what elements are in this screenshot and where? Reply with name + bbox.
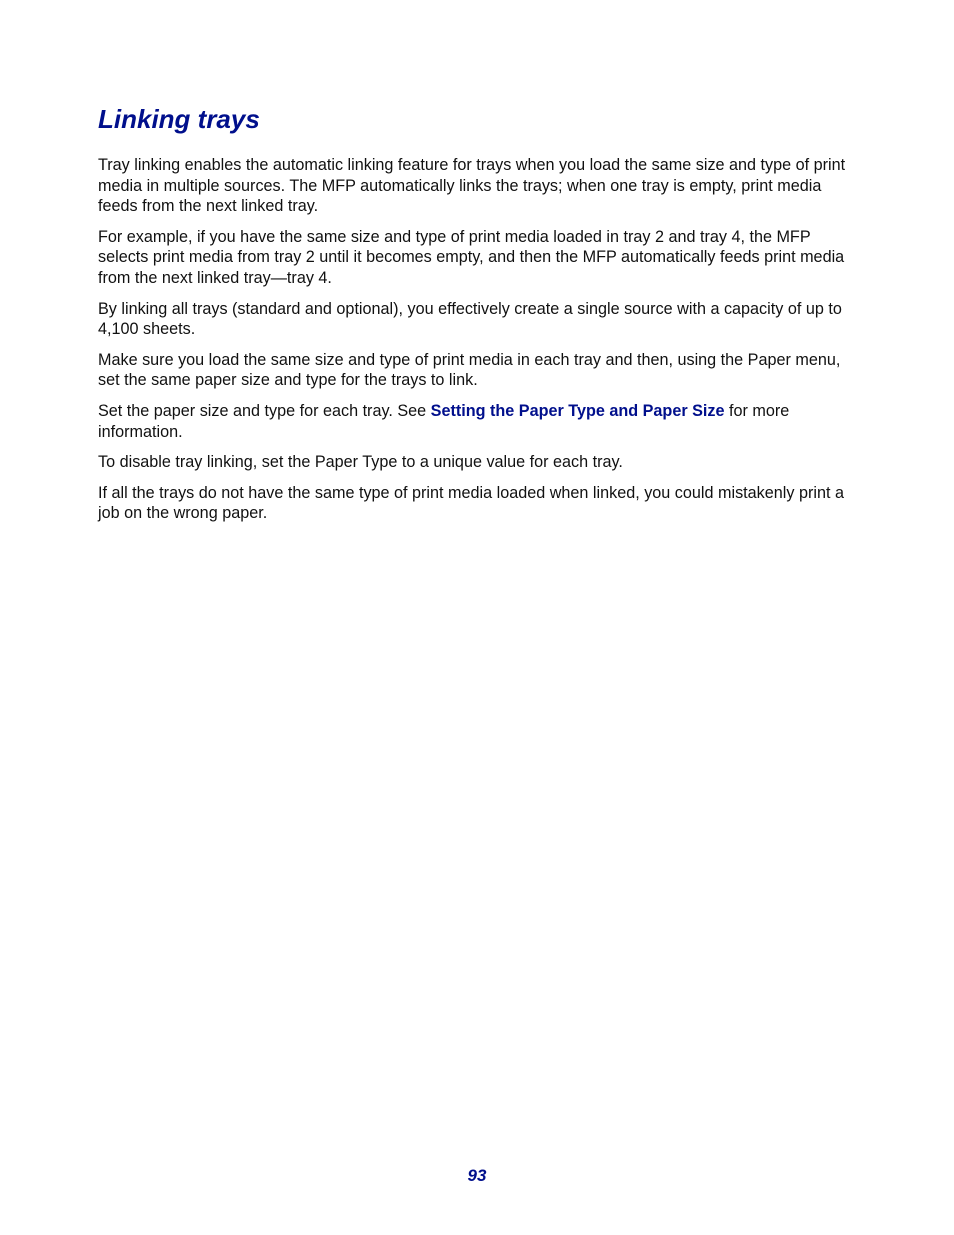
page-title: Linking trays	[98, 104, 260, 134]
paragraph-capacity: By linking all trays (standard and optional), you effectively create a single source with a capacity of up to 4,100 sheets.	[98, 299, 842, 339]
page-number: 93	[467, 1166, 487, 1185]
paragraph-paper-menu: Make sure you load the same size and type of print media in each tray and then, using the Paper menu, set the same paper size and type for the trays to link.	[98, 350, 841, 390]
body-content	[98, 155, 858, 534]
paragraph-disable-linking: To disable tray linking, set the Paper Type to a unique value for each tray.	[98, 453, 623, 472]
paragraph-example: For example, if you have the same size and type of print media loaded in tray 2 and tray 4, the MFP selects print media from tray 2 until it becomes empty, and then the MFP automatically feeds print media from the next linked tray—tray 4.	[98, 227, 845, 287]
paragraph-see-reference	[98, 401, 858, 442]
see-text-after: for more information.	[98, 401, 790, 441]
paragraph-tray-linking: Tray linking enables the automatic linking feature for trays when you load the same size and type of print media in multiple sources. The MFP automatically links the trays; when one tray is empty, print media feeds from the next linked tray.	[98, 156, 846, 216]
setting-paper-type-size-link[interactable]: Setting the Paper Type and Paper Size	[430, 401, 725, 420]
paragraph-warning: If all the trays do not have the same type of print media loaded when linked, you could mistakenly print a job on the wrong paper.	[98, 483, 844, 523]
see-text-before: Set the paper size and type for each tray. See	[98, 401, 431, 420]
